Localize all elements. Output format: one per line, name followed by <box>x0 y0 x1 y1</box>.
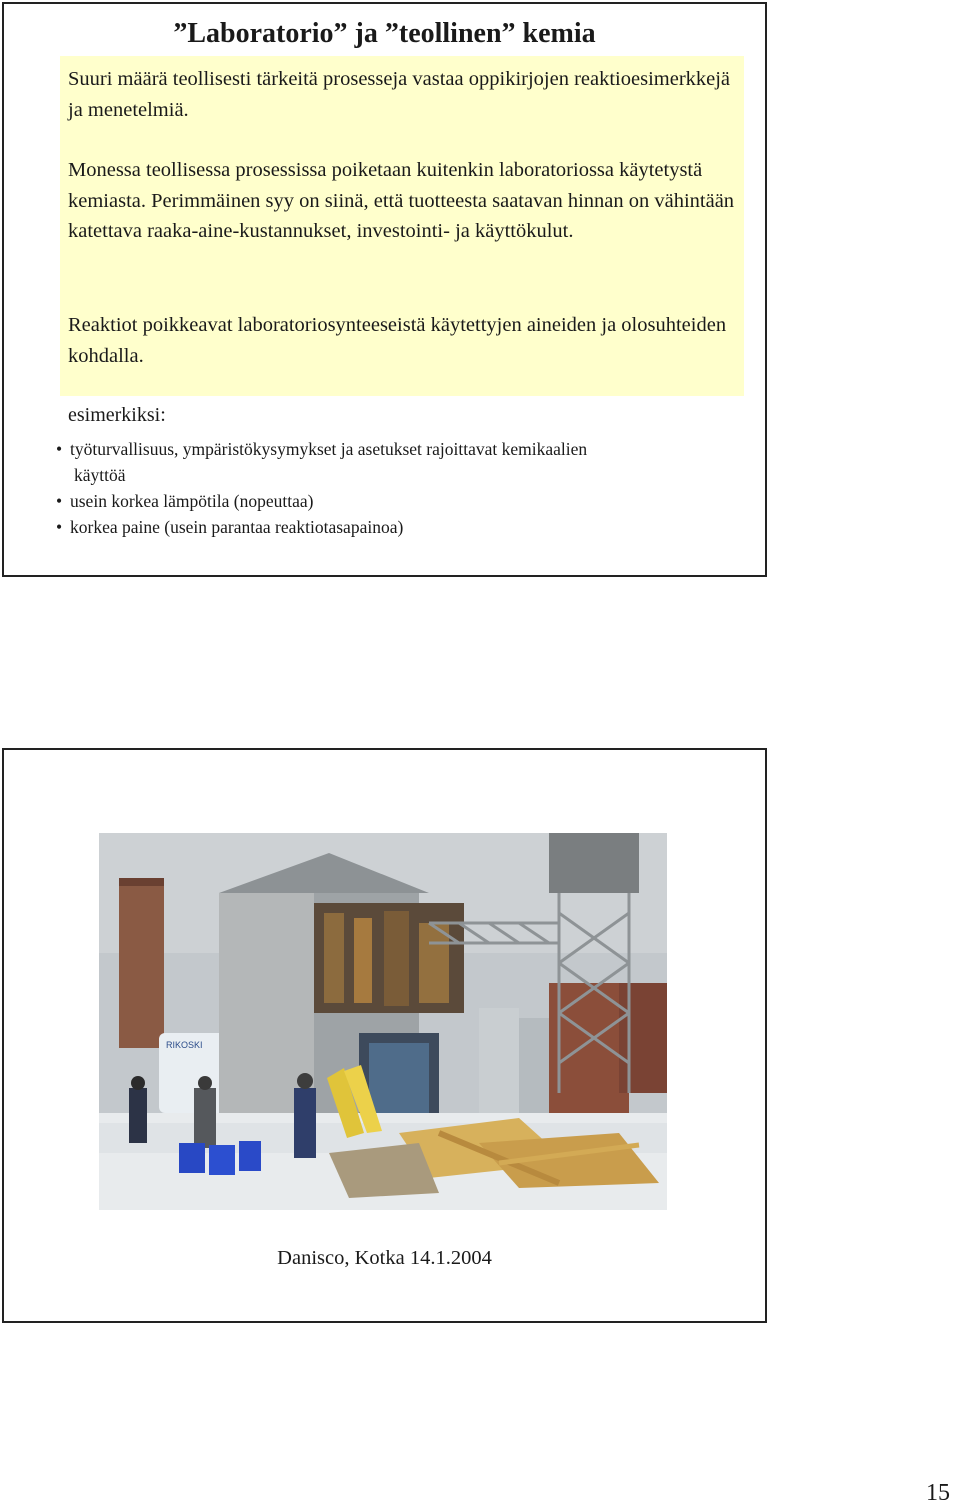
slide-title: ”Laboratorio” ja ”teollinen” kemia <box>173 18 596 49</box>
examples-label: esimerkiksi: <box>68 404 166 426</box>
tank-sign: RIKOSKI <box>166 1040 203 1050</box>
bullet-text-continuation: käyttöä <box>74 465 126 485</box>
factory-photo <box>99 833 667 1210</box>
bullet-text: usein korkea lämpötila (nopeuttaa) <box>70 491 314 511</box>
paragraph-3: Reaktiot poikkeavat laboratoriosynteeseistä käytettyjen aineiden ja olosuhteiden kohdalla. <box>68 314 727 367</box>
slide-chemistry-text <box>2 2 767 577</box>
bullet-text: työturvallisuus, ympäristökysymykset ja asetukset rajoittavat kemikaalien <box>70 439 588 459</box>
bullet-item <box>56 514 756 540</box>
bullet-icon: • <box>56 491 63 511</box>
factory-photo-illustration <box>99 833 667 1210</box>
paragraph-2: Monessa teollisessa prosessissa poiketaan kuitenkin laboratoriossa käytetystä kemiasta. Perimmäinen syy on siinä, että tuotteesta saatavan hinnan on vähintään katettava raaka-aine-kustannukset, investointi- ja käyttökulut. <box>68 159 735 242</box>
bullet-icon: • <box>56 517 63 537</box>
photo-caption: Danisco, Kotka 14.1.2004 <box>277 1247 492 1269</box>
slide-photo <box>2 748 767 1323</box>
example-bullet-list <box>56 436 756 540</box>
bullet-item <box>56 436 756 488</box>
page-number: 15 <box>926 1480 950 1506</box>
paragraph-1: Suuri määrä teollisesti tärkeitä prosesseja vastaa oppikirjojen reaktioesimerkkejä ja menetelmiä. <box>68 68 731 121</box>
bullet-icon: • <box>56 439 63 459</box>
bullet-item <box>56 488 756 514</box>
bullet-text: korkea paine (usein parantaa reaktiotasapainoa) <box>70 517 404 537</box>
